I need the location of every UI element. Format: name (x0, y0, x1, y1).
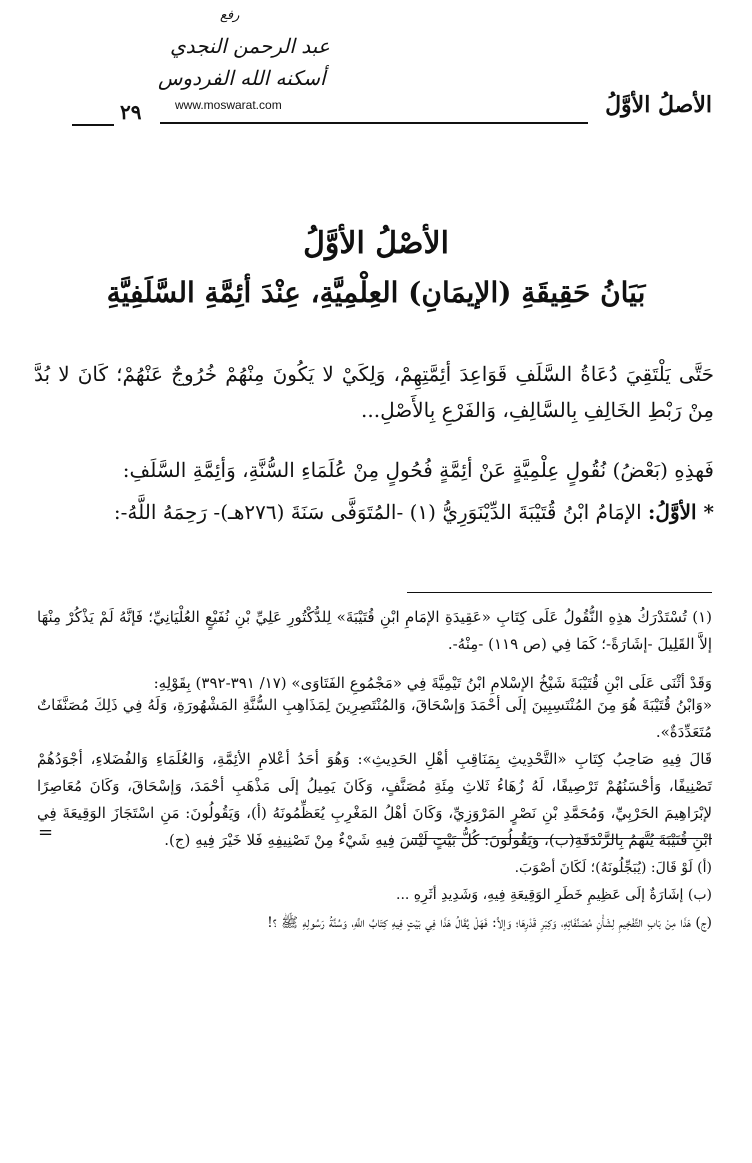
footnote-tahdith: قَالَ فِيهِ صَاحِبُ كِتَابِ «التَّحْدِيثِ بِمَنَاقِبِ أهْلِ الحَدِيثِ»: وَهُوَ أحَدُ أعْلامِ الأئِمَّةِ، وَالعُلَمَاءِ وَالفُضَلاءِ، أجْوَدُهُمْ تَصْنِيفًا، وَأحْسَنُهُمْ تَرْصِيفًا، لَهُ زُهَاءُ ثَلاثِ مِئَةِ مُصَنَّفٍ، وَكَانَ يَمِيلُ إلَى مَذْهَبِ أحْمَدَ، وَإسْحَاقَ، وَكَانَ مُعَاصِرًا لإبْرَاهِيمَ الحَرْبِيِّ، وَمُحَمَّدِ بْنِ نَصْرٍ المَرْوَزِيِّ، وَكَانَ أهْلُ المَغْرِبِ يُعَظِّمُونَهُ (أ)، وَيَقُولُونَ: مَنِ اسْتَجَازَ الوَقِيعَةَ فِي ابْنِ قُتَيْبَةَ يُتَّهَمُ بِالزَّنْدَقَةِ(ب)، وَيَقُولُونَ: كُلُّ بَيْتٍ لَيْسَ فِيهِ شَيْءٌ مِنْ تَصْنِيفِهِ فَلا خَيْرَ فِيهِ (ج). (37, 750, 712, 849)
subnote-a: (أ) لَوْ قَالَ: (يُبَجِّلُونَهُ)؛ لَكَانَ أصْوَبَ. (514, 860, 712, 876)
item-text: الإمَامُ ابْنُ قُتَيْبَةَ الدِّيْنَوَرِيُّ (١) -المُتَوَفَّى سَنَةَ (٢٧٦هـ)- رَحِمَهُ اللَّهُ-: (113, 500, 642, 524)
item-label: * الأوَّلُ: (648, 500, 714, 524)
stamp-line-1: رفع (220, 8, 240, 23)
section-subtitle: بَيَانُ حَقِيقَةِ (الإيمَانِ) العِلْمِيَّةِ، عِنْدَ أئِمَّةِ السَّلَفِيَّةِ (106, 276, 646, 309)
header-rule (160, 122, 588, 124)
subnote-c: (ج) هَذَا مِنْ بَابِ التَّفْخِيمِ لِشَأْنِ مُصَنَّفَاتِهِ، وَكِبَرِ قَدْرِهَا؛ وَإلاَّ: فَهَلْ يُقَالُ هَذَا فِي بَيْتٍ فِيهِ كِتَابُ اللَّهِ، وَسُنَّةُ رَسُولِهِ ﷺ ؟! (267, 915, 712, 931)
stamp-line-3: أسكنه الله الفردوس (158, 66, 326, 90)
page-number-rule (72, 124, 114, 126)
stamp-url: www.moswarat.com (175, 98, 282, 112)
body-paragraph-2: فَهذِهِ (بَعْضُ) نُقُولٍ عِلْمِيَّةٍ عَنْ أئِمَّةٍ فُحُولٍ مِنْ عُلَمَاءِ السُّنَّةِ، وَأئِمَّةِ السَّلَفِ: (122, 458, 714, 482)
footnote-separator (407, 592, 712, 593)
page-number: ٢٩ (120, 100, 142, 124)
subnote-b: (ب) إشَارَةٌ إلَى عَظِيمِ خَطَرِ الوَقِيعَةِ فِيهِ، وَشَدِيدِ أثَرِهِ ... (396, 887, 712, 903)
page-header (0, 0, 752, 140)
footnote-quote-intro: وَقَدْ أثْنَى عَلَى ابْنِ قُتَيْبَةَ شَيْخُ الإسْلامِ ابْنُ تَيْمِيَّةَ فِي «مَجْمُوعِ الفَتَاوَى» (١٧/ ٣٩١-٣٩٢) بِقَوْلِهِ: (153, 674, 712, 692)
footnote-quote: «وَابْنُ قُتَيْبَةَ هُوَ مِنَ المُنْتَسِبِينَ إلَى أحْمَدَ وَإسْحَاقَ، وَالمُنْتَصِرِينَ لِمَذَاهِبِ السُّنَّةِ المَشْهُورَةِ، وَلَهُ فِي ذَلِكَ مُصَنَّفَاتٌ مُتَعَدِّدَةٌ». (37, 696, 712, 741)
footnote-1: (١) تُسْتَدْرَكُ هذِهِ النُّقُولُ عَلَى كِتَابِ «عَقِيدَةِ الإمَامِ ابْنِ قُتَيْبَةَ» لِلدُّكْتُورِ عَلِيِّ بْنِ نُفَيْعٍ العُلْيَانِيِّ؛ فَإنَّهُ لَمْ يَذْكُرْ مِنْهَا إلاَّ القَلِيلَ -إشَارَةً-؛ كَمَا فِي (ص ١١٩) -مِنْهُ-. (37, 608, 712, 653)
body-paragraph-1: حَتَّى يَلْتَقِيَ دُعَاةُ السَّلَفِ قَوَاعِدَ أئِمَّتِهِمْ، وَلِكَيْ لا يَكُونَ مِنْهُمْ خُرُوجٌ عَنْهُمْ؛ كَانَ لا بُدَّ مِنْ رَبْطِ الخَالِفِ بِالسَّالِفِ، وَالفَرْعِ بِالأَصْلِ... (34, 362, 714, 422)
section-title: الأصْلُ الأوَّلُ (303, 226, 449, 261)
upload-stamp (150, 4, 360, 114)
subnote-separator (412, 838, 712, 839)
margin-mark: = (38, 822, 54, 843)
running-title: الأصلُ الأوَّلُ (605, 92, 712, 118)
stamp-line-2: عبد الرحمن النجدي (170, 34, 330, 58)
body-paragraph-3 (34, 494, 714, 530)
